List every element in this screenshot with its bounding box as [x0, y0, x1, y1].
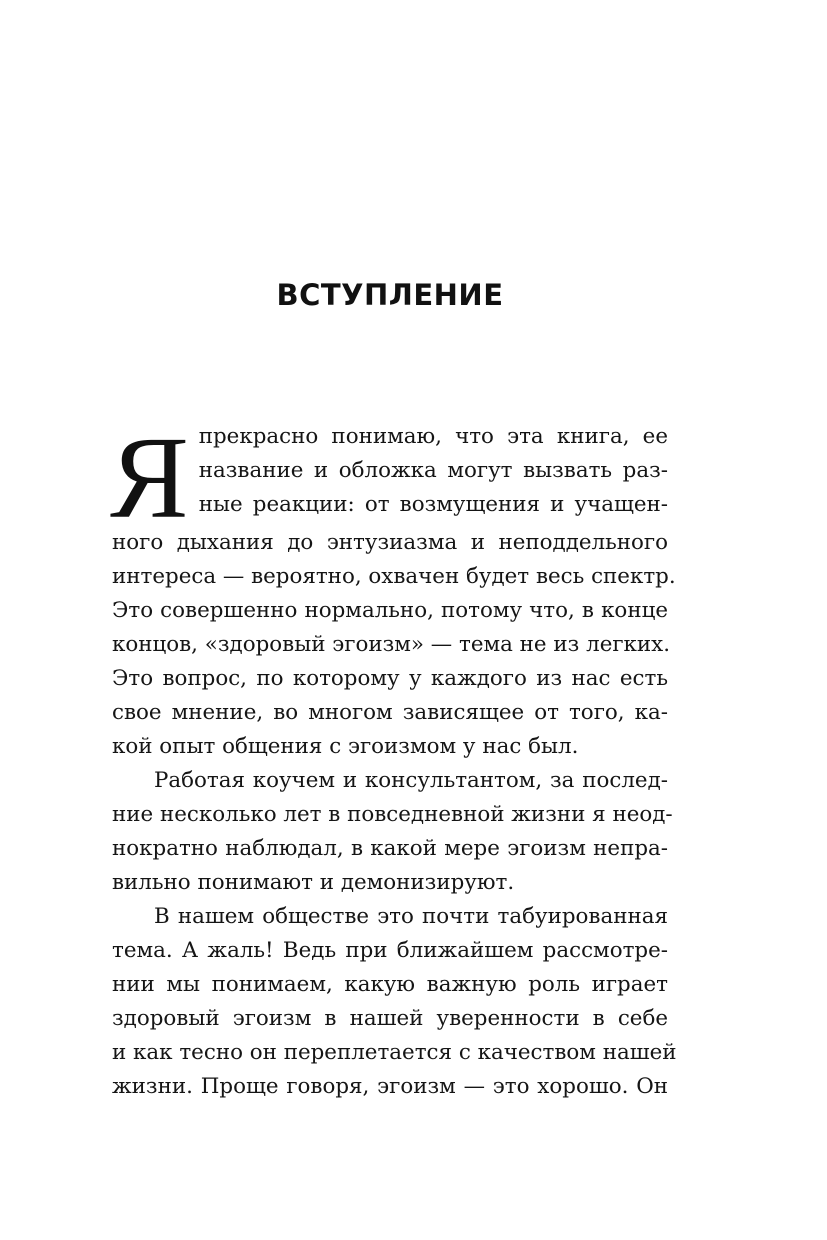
text-line: Работая коучем и консультантом, за послед-	[154, 768, 668, 793]
text-line: здоровый эгоизм в нашей уверенности в себе	[112, 1006, 668, 1031]
text-line: нократно наблюдал, в какой мере эгоизм непра-	[112, 836, 668, 861]
text-line: ные реакции: от возмущения и учащен-	[198, 492, 668, 517]
chapter-title: ВСТУПЛЕНИЕ	[276, 278, 504, 312]
text-line: вильно понимают и демонизируют.	[112, 870, 515, 895]
text-line: и как тесно он переплетается с качеством нашей	[112, 1040, 677, 1065]
text-line: прекрасно понимаю, что эта книга, ее	[198, 424, 668, 449]
text-line: свое мнение, во многом зависящее от того, ка-	[112, 700, 668, 725]
paragraph-1	[110, 412, 676, 764]
text-line: кой опыт общения с эгоизмом у нас был.	[112, 734, 579, 759]
paragraph-2	[112, 764, 673, 900]
body-text	[110, 412, 677, 1104]
text-line: жизни. Проще говоря, эгоизм — это хорошо. Он	[112, 1074, 668, 1099]
text-line: интереса — вероятно, охвачен будет весь спектр.	[112, 564, 676, 589]
text-line: название и обложка могут вызвать раз-	[198, 458, 668, 483]
dropcap-letter: Я	[110, 412, 189, 543]
text-line: В нашем обществе это почти табуированная	[154, 904, 668, 929]
text-line: Это вопрос, по которому у каждого из нас есть	[112, 666, 668, 691]
paragraph-3	[112, 900, 677, 1104]
text-line: нии мы понимаем, какую важную роль играет	[112, 972, 668, 997]
text-line: Это совершенно нормально, потому что, в конце	[112, 598, 668, 623]
text-line: концов, «здоровый эгоизм» — тема не из легких.	[112, 632, 671, 657]
text-line: ного дыхания до энтузиазма и неподдельного	[112, 530, 668, 555]
text-line: тема. А жаль! Ведь при ближайшем рассмотре-	[112, 938, 668, 963]
text-line: ние несколько лет в повседневной жизни я неод-	[112, 802, 673, 827]
